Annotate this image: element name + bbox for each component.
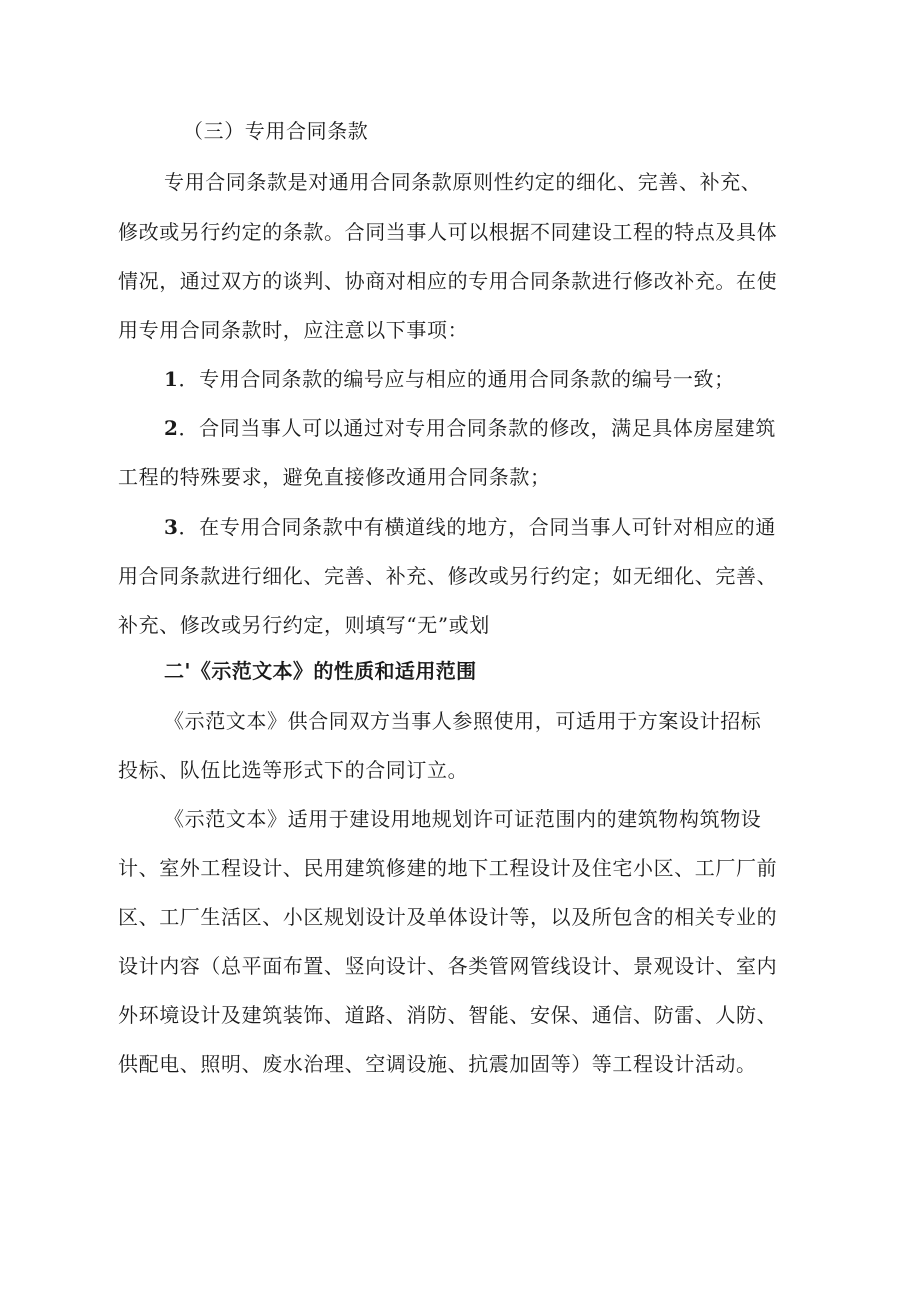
section-three-heading: （三）专用合同条款: [183, 119, 369, 143]
intro-line-4: 用专用合同条款时，应注意以下事项：: [118, 318, 469, 342]
list-item-1: [164, 367, 735, 391]
list-item-2-continuation: 工程的特殊要求，避免直接修改通用合同条款；: [118, 465, 551, 489]
list-item-3: [164, 515, 776, 539]
paragraph-two-line-2: 计、室外工程设计、民用建筑修建的地下工程设计及住宅小区、工厂厂前: [118, 856, 778, 880]
paragraph-two-line-3: 区、工厂生活区、小区规划设计及单体设计等，以及所包含的相关专业的: [118, 905, 778, 929]
list-item-text: ．专用合同条款的编号应与相应的通用合同条款的编号一致；: [178, 367, 735, 391]
paragraph-two-line-5: 外环境设计及建筑装饰、道路、消防、智能、安保、通信、防雷、人防、: [118, 1003, 778, 1027]
list-item-number: 1: [164, 367, 179, 391]
intro-line-1: 专用合同条款是对通用合同条款原则性约定的细化、完善、补充、: [164, 170, 762, 194]
intro-line-3: 情况，通过双方的谈判、协商对相应的专用合同条款进行修改补充。在使: [118, 269, 778, 293]
list-item-3-continuation-1: 用合同条款进行细化、完善、补充、修改或另行约定；如无细化、完善、: [118, 564, 778, 588]
list-item-text: ．在专用合同条款中有横道线的地方，合同当事人可针对相应的通: [178, 515, 776, 539]
paragraph-two-line-1: 《示范文本》适用于建设用地规划许可证范围内的建筑物构筑物设: [164, 807, 762, 831]
list-item-3-continuation-2: 补充、修改或另行约定，则填写“无”或划: [118, 613, 490, 637]
paragraph-one-line-1: 《示范文本》供合同双方当事人参照使用，可适用于方案设计招标: [164, 709, 762, 733]
list-item-number: 3: [164, 515, 179, 539]
paragraph-two-line-6: 供配电、照明、废水治理、空调设施、抗震加固等）等工程设计活动。: [118, 1052, 757, 1076]
intro-line-2: 修改或另行约定的条款。合同当事人可以根据不同建设工程的特点及具体: [118, 220, 778, 244]
list-item-number: 2: [164, 416, 179, 440]
list-item-2: [164, 416, 776, 440]
list-item-text: ．合同当事人可以通过对专用合同条款的修改，满足具体房屋建筑: [178, 416, 776, 440]
paragraph-one-line-2: 投标、队伍比选等形式下的合同订立。: [118, 758, 469, 782]
paragraph-two-line-4: 设计内容（总平面布置、竖向设计、各类管网管线设计、景观设计、室内: [118, 954, 778, 978]
section-two-heading: 二'《示范文本》的性质和适用范围: [164, 659, 477, 683]
